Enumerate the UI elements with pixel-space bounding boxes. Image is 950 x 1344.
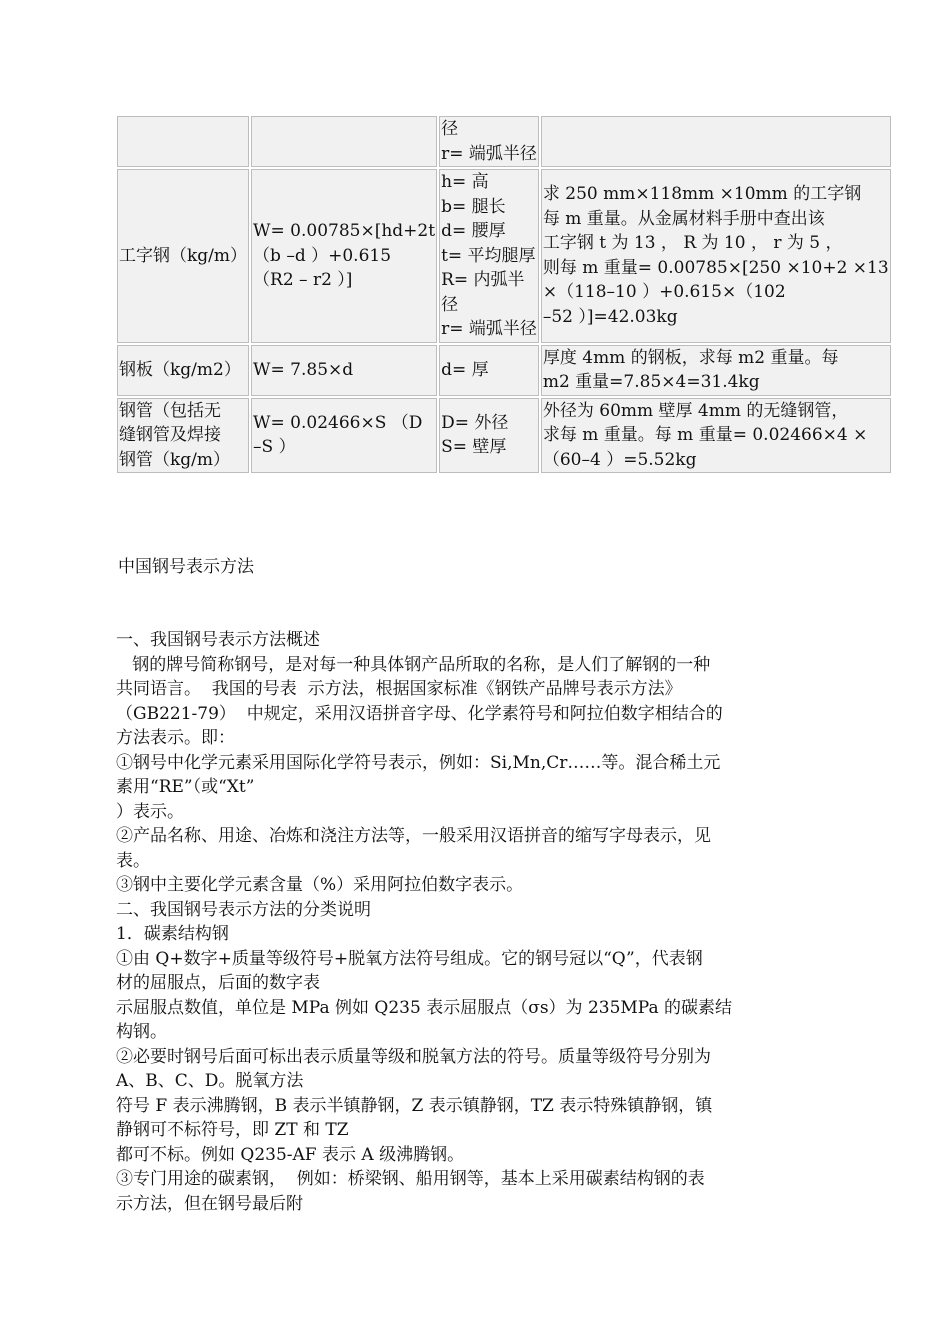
table-row xyxy=(117,169,891,343)
table-cell-c1 xyxy=(117,345,249,396)
cell-line: 径 xyxy=(441,294,459,315)
cell-line: b= 腿长 xyxy=(441,196,506,217)
table-cell-c3 xyxy=(439,345,539,396)
cell-line: 钢管（包括无 xyxy=(119,400,221,421)
table-cell-c2 xyxy=(251,169,437,343)
cell-line: （60–4 ）=5.52kg xyxy=(542,449,697,470)
cell-line: 缝钢管及焊接 xyxy=(119,425,221,445)
cell-line: R= 内弧半 xyxy=(441,270,525,290)
paragraph-line: 符号 F 表示沸腾钢，B 表示半镇静钢，Z 表示镇静钢，TZ 表示特殊镇静钢，镇 xyxy=(116,1095,713,1116)
body-text xyxy=(116,628,788,1216)
paragraph-line: 构钢。 xyxy=(116,1022,167,1042)
cell-line: m2 重量=7.85×4=31.4kg xyxy=(542,372,760,392)
paragraph-line: ②必要时钢号后面可标出表示质量等级和脱氧方法的符号。质量等级符号分别为 xyxy=(116,1046,711,1067)
cell-line: –52 ）]=42.03kg xyxy=(542,306,678,327)
cell-line: r= 端弧半径 xyxy=(441,143,537,164)
table-cell-c4 xyxy=(541,169,891,343)
paragraph-line: 共同语言。 我国的号表 示方法，根据国家标准《钢铁产品牌号表示方法》 xyxy=(116,679,682,699)
cell-line: ×（118–10 ）+0.615×（102 xyxy=(542,282,786,303)
table-cell-c1 xyxy=(117,398,249,474)
table-row xyxy=(117,398,891,474)
cell-line: h= 高 xyxy=(441,172,489,192)
table-row xyxy=(117,116,891,167)
paragraph-line: 二、我国钢号表示方法的分类说明 xyxy=(116,899,371,920)
paragraph-line: 示方法，但在钢号最后附 xyxy=(116,1193,303,1214)
paragraph-line: ）表示。 xyxy=(116,801,184,822)
paragraph-line: 都可不标。例如 Q235-AF 表示 A 级沸腾钢。 xyxy=(116,1144,465,1165)
paragraph-line: ①由 Q+数字+质量等级符号+脱氧方法符号组成。它的钢号冠以“Q”，代表钢 xyxy=(116,948,703,969)
paragraph-line: 1．碳素结构钢 xyxy=(116,924,229,944)
cell-line: –S ） xyxy=(253,437,296,458)
cell-line: 径 xyxy=(441,119,459,139)
cell-line: S= 壁厚 xyxy=(441,437,507,458)
paragraph-line: ③专门用途的碳素钢， 例如：桥梁钢、船用钢等，基本上采用碳素结构钢的表 xyxy=(116,1169,705,1189)
cell-line: 钢板（kg/m2） xyxy=(119,359,241,380)
cell-line: （R2 – r2 ）] xyxy=(253,270,353,290)
table-cell-c3 xyxy=(439,116,539,167)
steel-weight-table xyxy=(115,114,893,475)
table-cell-c4 xyxy=(541,116,891,167)
cell-line: 工字钢 t 为 13 ， R 为 10 ， r 为 5 ， xyxy=(542,233,843,254)
paragraph-line: 一、我国钢号表示方法概述 xyxy=(116,630,320,650)
cell-line: W= 7.85×d xyxy=(253,359,354,380)
cell-line: 钢管（kg/m） xyxy=(119,449,231,470)
paragraph-line: 方法表示。即： xyxy=(116,728,235,748)
paragraph-line: 材的屈服点，后面的数字表 xyxy=(116,973,320,993)
paragraph-line: 素用“RE”（或“Xt” xyxy=(116,777,255,797)
paragraph-line: ①钢号中化学元素采用国际化学符号表示，例如：Si,Mn,Cr……等。混合稀土元 xyxy=(116,752,721,773)
cell-line: d= 腰厚 xyxy=(441,221,506,241)
paragraph-line: 示屈服点数值，单位是 MPa 例如 Q235 表示屈服点（σs）为 235MPa 的碳素结 xyxy=(116,997,733,1018)
cell-line: 外径为 60mm 壁厚 4mm 的无缝钢管， xyxy=(542,400,849,421)
paragraph-line: ③钢中主要化学元素含量（%）采用阿拉伯数字表示。 xyxy=(116,875,524,895)
table-cell-c4 xyxy=(541,398,891,474)
table-cell-c2 xyxy=(251,398,437,474)
cell-line: 工字钢（kg/m） xyxy=(119,245,248,266)
section-heading: 中国钢号表示方法 xyxy=(118,557,254,577)
cell-line: 则每 m 重量= 0.00785×[250 ×10+2 ×13 xyxy=(542,257,889,278)
paragraph-line: 表。 xyxy=(116,850,150,871)
paragraph-line: 钢的牌号简称钢号，是对每一种具体钢产品所取的名称，是人们了解钢的一种 xyxy=(116,654,711,675)
cell-line: W= 0.00785×[hd+2t xyxy=(253,221,436,241)
cell-line: W= 0.02466×S （D xyxy=(253,412,423,433)
table-cell-c3 xyxy=(439,398,539,474)
cell-line: 厚度 4mm 的钢板，求每 m2 重量。每 xyxy=(542,347,839,368)
cell-line: （b –d ）+0.615 xyxy=(253,245,392,266)
table-cell-c4 xyxy=(541,345,891,396)
table-cell-c3 xyxy=(439,169,539,343)
table-cell-c2 xyxy=(251,345,437,396)
cell-line: t= 平均腿厚 xyxy=(441,245,536,266)
cell-line: 求 250 mm×118mm ×10mm 的工字钢 xyxy=(542,184,862,205)
table-row xyxy=(117,345,891,396)
cell-line: 每 m 重量。从金属材料手册中查出该 xyxy=(542,208,825,229)
paragraph-line: A、B、C、D。脱氧方法 xyxy=(116,1071,304,1091)
cell-line: 求每 m 重量。每 m 重量= 0.02466×4 × xyxy=(542,425,868,445)
cell-line: D= 外径 xyxy=(441,412,509,433)
paragraph-line: （GB221-79） 中规定，采用汉语拼音字母、化学素符号和阿拉伯数字相结合的 xyxy=(116,703,723,724)
paragraph-line: ②产品名称、用途、冶炼和浇注方法等，一般采用汉语拼音的缩写字母表示，见 xyxy=(116,826,711,846)
cell-line: r= 端弧半径 xyxy=(441,319,537,339)
cell-line: d= 厚 xyxy=(441,359,489,380)
paragraph-line: 静钢可不标符号，即 ZT 和 TZ xyxy=(116,1120,349,1140)
table-cell-c1 xyxy=(117,169,249,343)
table-cell-c1 xyxy=(117,116,249,167)
table-cell-c2 xyxy=(251,116,437,167)
